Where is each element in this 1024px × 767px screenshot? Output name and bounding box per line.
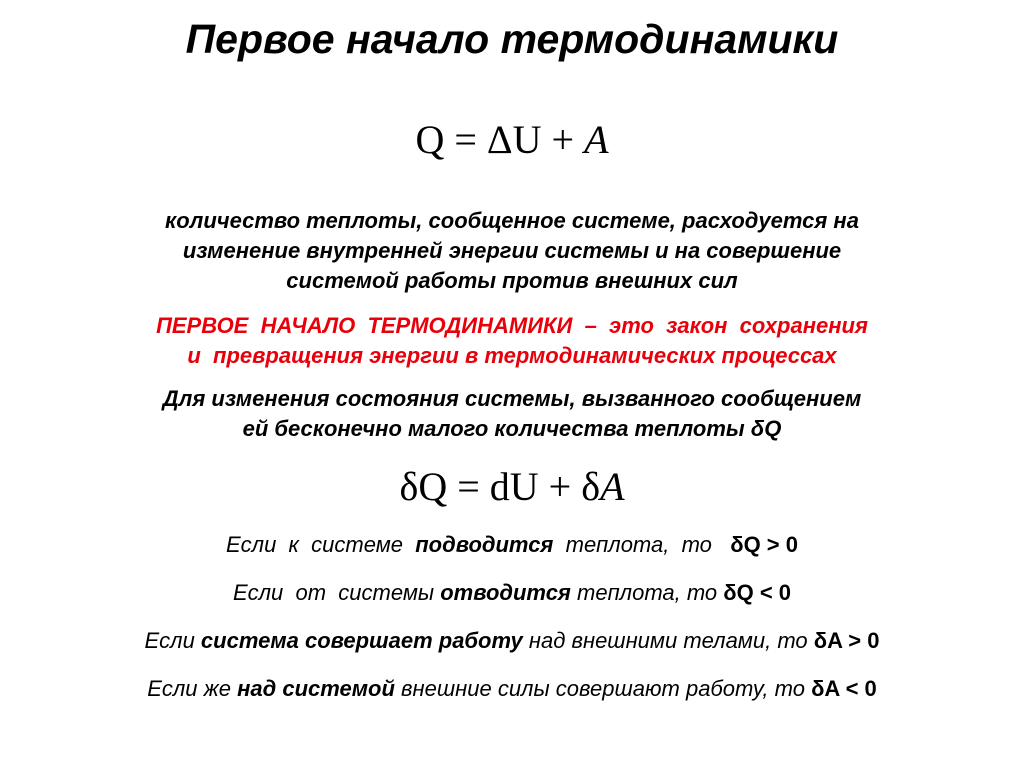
differential-intro-line: Для изменения состояния системы, вызванного сообщением (162, 386, 862, 411)
law-statement (0, 206, 1024, 296)
differential-intro-line: ей бесконечно малого количества теплоты δQ (242, 416, 782, 441)
rule-keyword: отводится (440, 580, 571, 605)
rule-work-on-system (0, 674, 1024, 704)
rule-system-does-work (0, 626, 1024, 656)
formula-u: U (512, 117, 542, 162)
rule-condition: δA < 0 (811, 676, 877, 701)
rule-text: теплота, то (570, 580, 724, 605)
formula-equals: = (457, 464, 480, 509)
slide-title: Первое начало термодинамики (185, 16, 839, 62)
formula-delta: Δ (486, 117, 513, 162)
law-definition-line: ПЕРВОЕ НАЧАЛО ТЕРМОДИНАМИКИ – это закон сохранения (156, 313, 868, 338)
law-statement-line: изменение внутренней энергии системы и на совершение (182, 238, 842, 263)
formula-du: dU (489, 464, 539, 509)
rule-heat-removed (0, 578, 1024, 608)
rule-text: теплота, то (553, 532, 731, 557)
rule-text: Если к системе (225, 532, 416, 557)
rule-text: над внешними телами, то (522, 628, 814, 653)
rule-condition: δA > 0 (813, 628, 880, 653)
first-law-formula (0, 116, 1024, 164)
rule-keyword: подводится (415, 532, 554, 557)
rule-keyword: система совершает работу (200, 628, 523, 653)
formula-dq: δQ (399, 464, 448, 509)
law-statement-line: количество теплоты, сообщенное системе, расходуется на (165, 208, 859, 233)
formula-plus: + (551, 117, 575, 162)
rule-condition: δQ < 0 (723, 580, 792, 605)
law-statement-line: системой работы против внешних сил (286, 268, 738, 293)
formula-equals: = (454, 117, 477, 162)
rule-heat-supplied (0, 530, 1024, 560)
rule-keyword: над системой (237, 676, 395, 701)
formula-a: A (600, 464, 625, 509)
formula-q: Q (415, 117, 445, 162)
differential-formula (0, 463, 1024, 511)
rule-condition: δQ > 0 (730, 532, 798, 557)
rule-text: Если же (147, 676, 238, 701)
formula-a: A (584, 117, 609, 162)
differential-intro (0, 384, 1024, 444)
formula-plus: + (548, 464, 572, 509)
rule-text: Если (144, 628, 201, 653)
formula-delta-small: δ (581, 464, 601, 509)
rule-text: Если от системы (232, 580, 441, 605)
law-definition (0, 311, 1024, 371)
law-definition-line: и превращения энергии в термодинамических процессах (187, 343, 837, 368)
rule-text: внешние силы совершают работу, то (394, 676, 812, 701)
